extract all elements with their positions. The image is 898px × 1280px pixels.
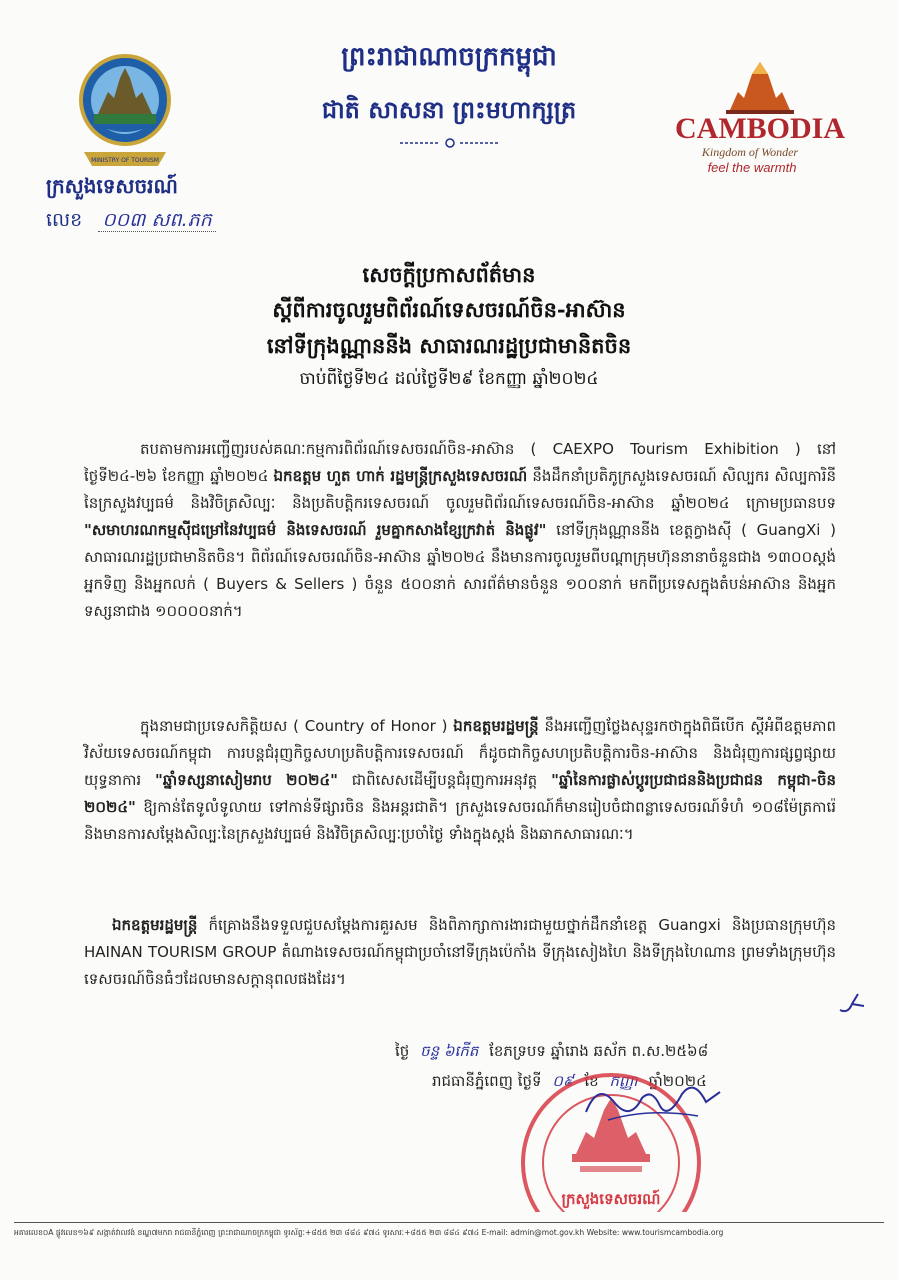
brand-slogan: feel the warmth — [707, 160, 797, 175]
reference-number — [46, 208, 216, 236]
document-dates: ចាប់ពីថ្ងៃទី២៤ ដល់ថ្ងៃទី២៩ ខែកញ្ញា ឆ្នាំ២០២៤ — [299, 369, 599, 389]
footer-rule — [14, 1222, 884, 1223]
seal-text: ក្រសួងទេសចរណ៍ — [561, 1190, 661, 1208]
document-title: សេចក្តីប្រកាសព័ត៌មាន — [362, 262, 536, 287]
svg-text:MINISTRY OF TOURISM: MINISTRY OF TOURISM — [91, 157, 159, 164]
cambodia-brand-logo — [660, 62, 860, 182]
national-motto: ជាតិ សាសនា ព្រះមហាក្សត្រ — [321, 95, 577, 124]
ministry-name: ក្រសួងទេសចរណ៍ — [46, 174, 178, 198]
paragraph-1: តបតាមការអញ្ជើញរបស់គណៈកម្មការពិព័រណ៍ទេសចរណ៍ចិន-អាស៊ាន ( CAEXPO Tourism Exhibition ) នៅថ្ងៃទី២៤-២៦ ខែកញ្ញា ឆ្នាំ២០២៤ ឯកឧត្តម ហួត ហាក់ រដ្ឋមន្ត្រីក្រសួងទេសចរណ៍ នឹងដឹកនាំប្រតិភូក្រសួងទេសចរណ៍ សិល្បករ សិល្បការិនីនៃក្រសួងវប្បធម៌ និងវិចិត្រសិល្បៈ និងប្រតិបត្តិករទេសចរណ៍ ចូលរួមពិព័រណ៍ទេសចរណ៍ចិន-អាស៊ាន ឆ្នាំ២០២៤ ក្រោមប្រធានបទ "សមាហរណកម្មស៊ីជម្រៅនៃវប្បធម៌ និងទេសចរណ៍ រួមគ្នាកសាងខ្សែក្រវាត់ និងផ្លូវ" នៅទីក្រុងណ្ណាននីង ខេត្តក្វាងស៊ី ( GuangXi ) សាធារណរដ្ឋប្រជាមានិតចិន។ ពិព័រណ៍ទេសចរណ៍ចិន-អាស៊ាន ឆ្នាំ២០២៤ នឹងមានការចូលរួមពីបណ្តាក្រុមហ៊ុននានាចំនួនជាង ១៣០០ស្តង់ អ្នកទិញ និងអ្នកលក់ ( Buyers & Sellers ) ចំនួន ៥០០នាក់ សារព័ត៌មានចំនួន ១០០នាក់ មកពីប្រទេសក្នុងតំបន់អាស៊ាន និងអ្នកទស្សនាជាង ១០០០០នាក់។ — [84, 440, 836, 620]
document-subtitle: ស្តីពីការចូលរួមពិព័រណ៍ទេសចរណ៍ចិន-អាស៊ាន — [272, 297, 626, 322]
ministry-logo — [78, 48, 172, 168]
paragraph-2: ក្នុងនាមជាប្រទេសកិត្តិយស ( Country of Honor ) ឯកឧត្តមរដ្ឋមន្ត្រី នឹងអញ្ជើញថ្លែងសុន្ទរកថាក្នុងពិធីបើក ស្តីអំពីឧត្តមភាពវិស័យទេសចរណ៍កម្ពុជា ការបន្តជំរុញកិច្ចសហប្រតិបត្តិការទេសចរណ៍ ក៏ដូចជាកិច្ចសហប្រតិបត្តិការចិន-អាស៊ាន និងជំរុញការផ្សព្វផ្សាយយុទ្ធនាការ "ឆ្នាំទស្សនាសៀមរាប ២០២៤" ជាពិសេសដើម្បីបន្តជំរុញការអនុវត្ត "ឆ្នាំនៃការផ្លាស់ប្តូរប្រជាជននិងប្រជាជន កម្ពុជា-ចិន ២០២៤" ឱ្យកាន់តែទូលំទូលាយ ទៅកាន់ទីផ្សារចិន និងអន្តរជាតិ។ ក្រសួងទេសចរណ៍ក៏មានរៀបចំជាពន្លាទេសចរណ៍ទំហំ ១០៨ម៉ែត្រការ៉េ និងមានការសម្តែងសិល្បៈនៃក្រសួងវប្បធម៌ និងវិចិត្រសិល្បៈប្រចាំថ្ងៃ ទាំងក្នុងស្តង់ និងឆាកសាធារណៈ។ — [84, 717, 836, 843]
divider-ornament — [400, 136, 500, 150]
brand-tagline: Kingdom of Wonder — [701, 145, 799, 159]
date-month-value: កញ្ញា — [609, 1072, 638, 1090]
lunar-day-value: ចន្ទ ៦កើត — [420, 1042, 479, 1060]
lunar-date-line: ថ្ងៃ ចន្ទ ៦កើត ខែភទ្របទ ឆ្នាំរោង ឆស័ក ព.ស.២៥៦៨ — [395, 1042, 709, 1060]
reference-label: លេខ — [46, 209, 83, 231]
place-date-line: រាជធានីភ្នំពេញ ថ្ងៃទី ០៩ ខែ កញ្ញា ឆ្នាំ២០២៤ — [432, 1072, 707, 1090]
handwritten-mark — [838, 992, 866, 1016]
footer-contact: អគារលេខ០A ផ្លូវលេខ១៦៩ សង្កាត់វាលវង់ ខណ្ឌ៧មករា រាជធានីភ្នំពេញ ព្រះរាជាណាចក្រកម្ពុជា ទូរស័ព្ទៈ+៨៥៥ ២៣ ៨៨៤ ៩៧៤ ទូរសារៈ+៨៥៥ ២៣ ៨៨៤ ៩៧៤ E-mail: admin@mot.gov.kh Website: www.tourismcambodia.org — [14, 1228, 724, 1237]
kingdom-heading: ព្រះរាជាណាចក្រកម្ពុជា — [341, 42, 557, 72]
document-location: នៅទីក្រុងណ្ណាននីង សាធារណរដ្ឋប្រជាមានិតចិន — [266, 333, 632, 358]
brand-name: CAMBODIA — [675, 112, 845, 145]
signature — [578, 1072, 728, 1132]
paragraph-3: ឯកឧត្តមរដ្ឋមន្ត្រី ក៏គ្រោងនឹងទទួលជួបសម្តែងការគួរសម និងពិភាក្សាការងារជាមួយថ្នាក់ដឹកនាំខេត្ត Guangxi និងប្រធានក្រុមហ៊ុន HAINAN TOURISM GROUP តំណាងទេសចរណ៍កម្ពុជាប្រចាំនៅទីក្រុងប៉េកាំង ទីក្រុងសៀងហៃ និងទីក្រុងហៃណាន ព្រមទាំងក្រុមហ៊ុនទេសចរណ៍ចិនធំៗដែលមានសក្តានុពលផងដែរ។ — [84, 916, 836, 988]
reference-value: ០០៣ សព.ភក — [98, 209, 216, 232]
date-day-value: ០៩ — [552, 1072, 574, 1090]
